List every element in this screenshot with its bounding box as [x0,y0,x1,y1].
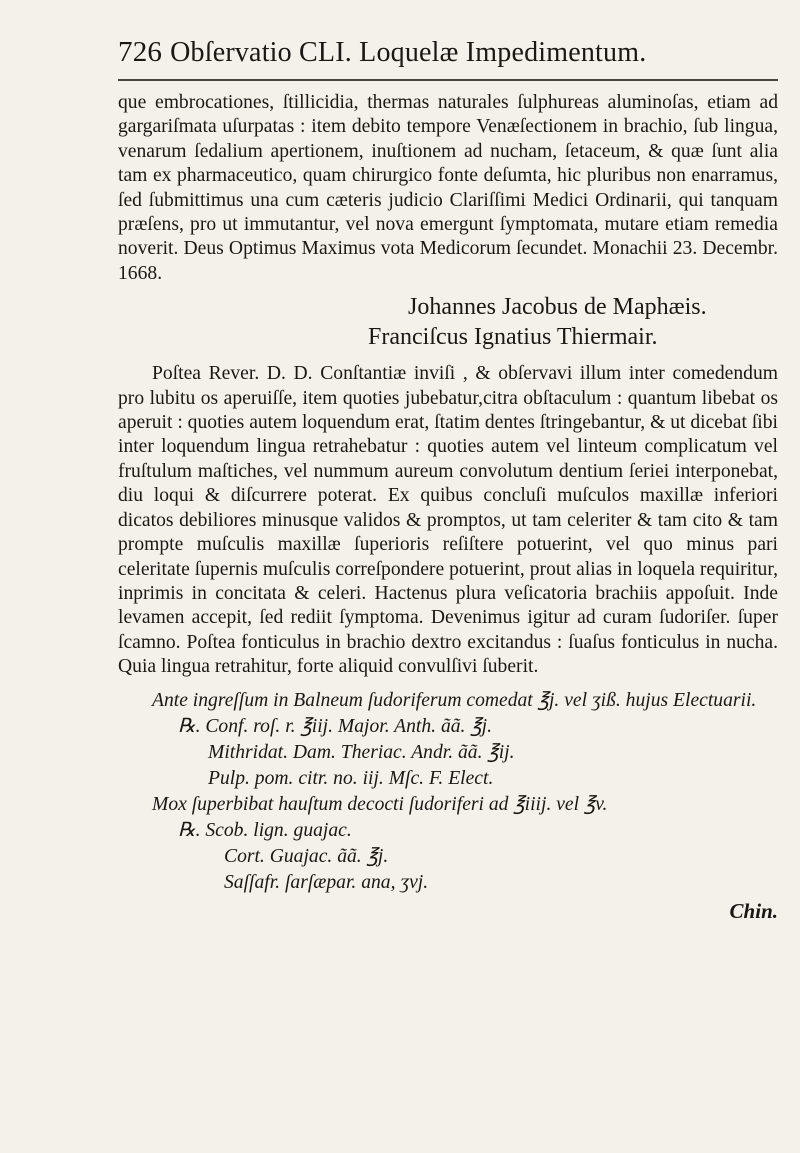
prescription-block [118,688,778,924]
running-title: Obſervatio CLI. Loquelæ Impedimentum. [170,37,647,68]
signature-line-2: Franciſcus Ignatius Thiermair. [368,324,658,351]
document-page [118,32,778,924]
decoction-instruction: Mox ſuperbibat hauſtum decocti ſudoriferi ad ℥iiij. vel ℥v. [152,793,608,815]
main-text [118,91,778,680]
running-header [118,32,778,73]
signature-line-1: Johannes Jacobus de Maphæis. [408,294,707,321]
page-number: 726 [118,36,163,68]
catchword: Chin. [729,898,778,923]
signature-block [118,292,778,352]
prescription-2-line-2: Cort. Guajac. ãã. ℥j. [224,845,389,867]
prescription-2-line-3: Saſſafr. ſarſæpar. ana, ʒvj. [224,871,429,893]
prescription-1-line-1: ℞. Conf. roſ. r. ℥iij. Major. Anth. ãã. ℥j. [178,715,493,737]
paragraph-2: Poſtea Rever. D. D. Conſtantiæ inviſi , & obſervavi illum inter comedendum pro lubitu os aperuiſſe, item quoties jubebatur,citra obſtaculum : quantum libebat os aperuit : quoties autem loquendum erat, ſtatim dentes ſtringebantur, & ut dicebat ſibi inter loquendum lingua retrahebatur : quoties autem vel linteum complicatum vel fruſtulum maſtiches, vel nummum aureum convolutum dentium ſeriei interponebat, diu loqui & diſcurrere poterat. Ex quibus concluſi muſculos maxillæ inferiori dicatos debiliores minusque validos & promptos, ut tam celeriter & tam cito & tam prompte muſculis maxillæ ſuperioris reſiſtere potuerint, vel quo minus pari celeritate ſupernis muſculis correſpondere potuerint, prout alias in loquela requiritur, inprimis in concitata & celeri. Hactenus plura veſicatoria brachiis appoſuit. Inde levamen accepit, ſed rediit ſymptoma. Devenimus igitur ad curam ſudoriſer. ſuper ſcamno. Poſtea fonticulus in brachio dextro excitandus : ſuaſus fonticulus in nucha. Quia lingua retrahitur, forte aliquid convulſivi ſuberit. [118,363,778,678]
prescription-1-line-3: Pulp. pom. citr. no. iij. Mſc. F. Elect. [208,767,494,789]
header-rule [118,79,778,81]
recipe-intro: Ante ingreſſum in Balneum ſudoriferum comedat ℥j. vel ʒiß. hujus Electuarii. [152,689,757,711]
paragraph-1: que embrocationes, ſtillicidia, thermas naturales ſulphureas aluminoſas, etiam ad gargariſmata uſurpatas : item debito tempore Venæſectionem in brachio, ſub lingua, venarum ſedalium apertionem, inuſtionem ad nucham, ſetaceum, & quæ ſunt alia tam ex pharmaceutico, quam chirurgico fonte deſumta, hic pluribus non enarramus, ſed ſubmittimus una cum cæteris judicio Clariſſimi Medici Ordinarii, qui tanquam præſens, pro ut immutantur, vel nova emergunt ſymptomata, mutare etiam remedia noverit. Deus Optimus Maximus vota Medicorum ſecundet. Monachii 23. Decembr. 1668. [118,92,778,284]
prescription-1-line-2: Mithridat. Dam. Theriac. Andr. ãã. ℥ij. [208,741,515,763]
prescription-2-line-1: ℞. Scob. lign. guajac. [178,819,352,841]
